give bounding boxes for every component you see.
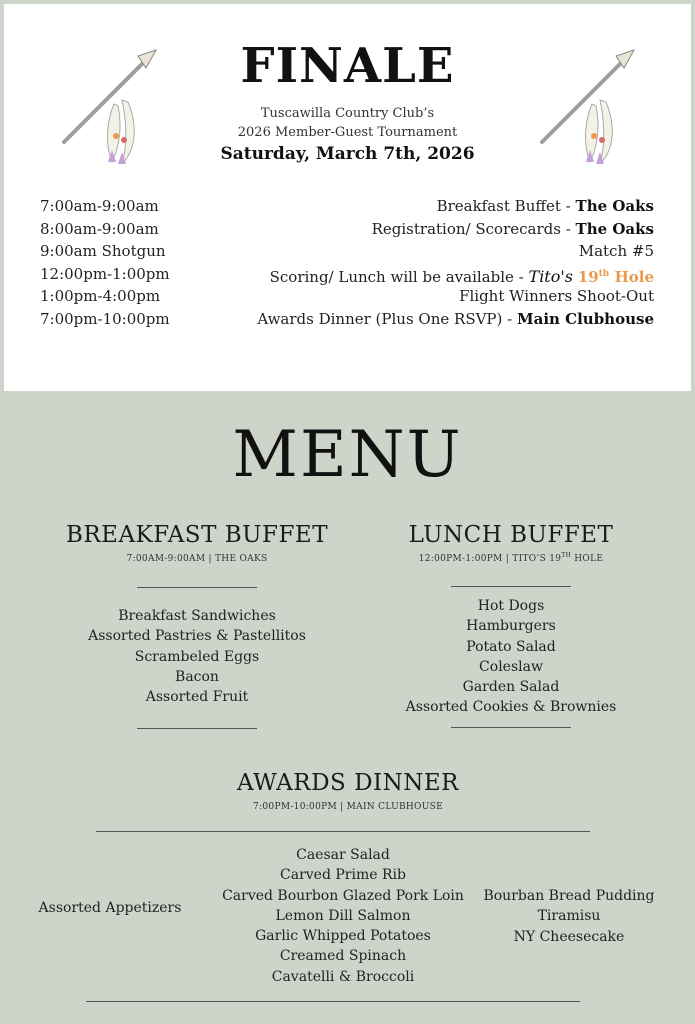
list-item: Tiramisu — [537, 908, 601, 925]
divider — [137, 728, 257, 729]
list-item: Garlic Whipped Potatoes — [255, 928, 431, 945]
list-item: Potato Salad — [466, 638, 556, 655]
divider — [451, 727, 571, 728]
schedule-time: 12:00pm-1:00pm — [40, 264, 170, 283]
list-item: Caesar Salad — [296, 847, 390, 863]
list-item: Assorted Cookies & Brownies — [405, 699, 617, 716]
divider — [451, 586, 571, 587]
page-title: FINALE — [240, 38, 455, 94]
list-item: Coleslaw — [479, 658, 543, 675]
list-item: Bacon — [175, 668, 219, 685]
schedule-time: 9:00am Shotgun — [40, 242, 166, 261]
breakfast-title: BREAKFAST BUFFET — [65, 522, 329, 548]
list-item: Creamed Spinach — [279, 948, 407, 965]
list-item: Lemon Dill Salmon — [275, 907, 411, 924]
club-name: Tuscawilla Country Club’s — [260, 106, 435, 121]
lunch-subtitle: 12:00PM-1:00PM | TITO’S 19TH HOLE — [418, 552, 604, 564]
dinner-subtitle: 7:00PM-10:00PM | MAIN CLUBHOUSE — [253, 802, 443, 812]
event-date: Saturday, March 7th, 2026 — [220, 144, 475, 164]
schedule-row — [40, 308, 654, 331]
dinner-desserts — [480, 886, 658, 947]
schedule-time: 1:00pm-4:00pm — [40, 287, 161, 306]
schedule-panel — [4, 4, 691, 391]
schedule-row — [40, 218, 654, 241]
list-item: Hamburgers — [466, 618, 556, 635]
schedule-event: Breakfast Buffet - The Oaks — [436, 197, 654, 215]
schedule-row — [40, 285, 654, 308]
schedule-row — [40, 240, 654, 263]
schedule-row — [40, 195, 654, 218]
schedule-time: 7:00am-9:00am — [40, 197, 159, 215]
list-item: Assorted Fruit — [145, 689, 249, 706]
list-item: NY Cheesecake — [513, 928, 625, 945]
schedule-row — [40, 263, 654, 286]
list-item: Bourban Bread Pudding — [483, 888, 655, 904]
list-item: Hot Dogs — [477, 598, 545, 614]
list-item: Carved Bourbon Glazed Pork Loin — [222, 887, 464, 904]
schedule-time: 8:00am-9:00am — [40, 219, 159, 238]
list-item: Assorted Appetizers — [38, 900, 182, 916]
list-item: Breakfast Sandwiches — [118, 608, 276, 624]
schedule-list — [40, 195, 654, 331]
schedule-event: Awards Dinner (Plus One RSVP) - Main Clubhouse — [257, 309, 654, 328]
list-item: Scrambeled Eggs — [134, 648, 260, 665]
club-info — [4, 104, 691, 142]
menu-title: MENU — [232, 418, 463, 492]
list-item: Carved Prime Rib — [280, 867, 406, 884]
dinner-appetizers — [20, 898, 200, 918]
tournament-name: 2026 Member-Guest Tournament — [237, 125, 458, 140]
titos-logo: Tito's — [528, 266, 573, 286]
lunch-title: LUNCH BUFFET — [408, 522, 614, 548]
lunch-items — [366, 596, 656, 718]
list-item: Garden Salad — [462, 679, 560, 696]
schedule-event: Match #5 — [578, 242, 654, 261]
schedule-event: Scoring/ Lunch will be available - Tito's 19th Hole — [269, 266, 654, 286]
schedule-time: 7:00pm-10:00pm — [40, 309, 170, 328]
breakfast-subtitle: 7:00AM-9:00AM | THE OAKS — [126, 554, 268, 564]
divider — [137, 587, 257, 588]
hole-label: 19th Hole — [577, 267, 654, 286]
divider — [96, 831, 590, 832]
list-item: Assorted Pastries & Pastellitos — [88, 628, 306, 645]
list-item: Cavatelli & Broccoli — [271, 968, 415, 985]
schedule-event: Registration/ Scorecards - The Oaks — [371, 219, 654, 238]
dinner-title: AWARDS DINNER — [237, 770, 459, 796]
dinner-mains — [200, 845, 486, 987]
breakfast-items — [52, 606, 342, 707]
schedule-event: Flight Winners Shoot-Out — [459, 287, 654, 306]
divider — [86, 1001, 580, 1002]
